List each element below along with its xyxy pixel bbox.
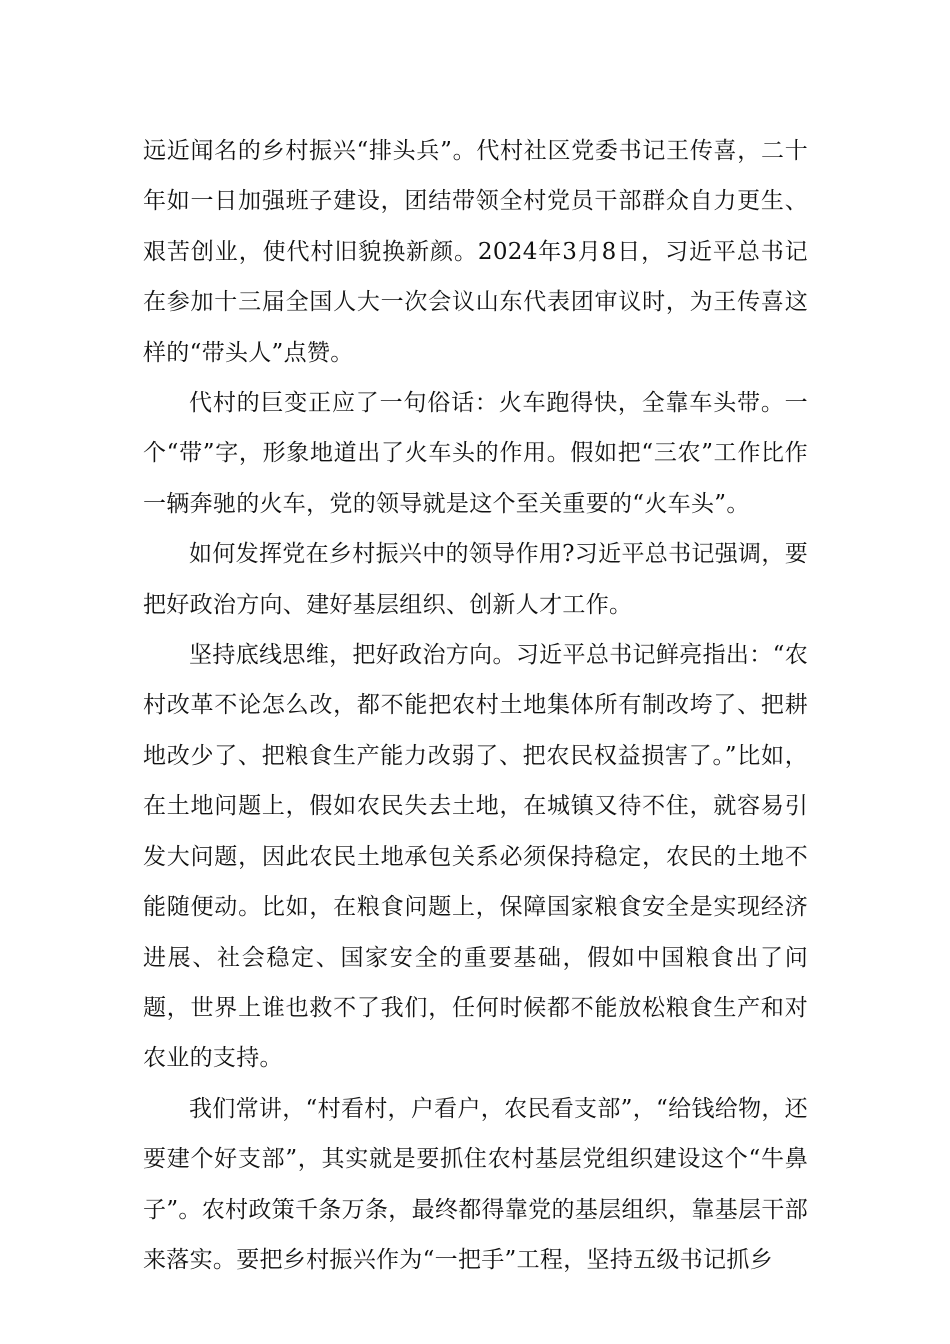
paragraph-1: 远近闻名的乡村振兴“排头兵”。代村社区党委书记王传喜，二十年如一日加强班子建设，团结带领全村党员干部群众自力更生、艰苦创业，使代村旧貌换新颜。2024年3月8日，习近平总书记在参加十三届全国人大一次会议山东代表团审议时，为王传喜这样的“带头人”点赞。 [143, 138, 808, 366]
document-body [143, 126, 808, 1285]
paragraph-5: 我们常讲，“村看村，户看户，农民看支部”，“给钱给物，还要建个好支部”，其实就是要抓住农村基层党组织建设这个“牛鼻子”。农村政策千条万条，最终都得靠党的基层组织，靠基层干部来落实。要把乡村振兴作为“一把手”工程，坚持五级书记抓乡 [143, 1095, 808, 1273]
paragraph-4: 坚持底线思维，把好政治方向。习近平总书记鲜亮指出：“农村改革不论怎么改，都不能把农村土地集体所有制改垮了、把耕地改少了、把粮食生产能力改弱了、把农民权益损害了。”比如，在土地问题上，假如农民失去土地，在城镇又待不住，就容易引发大问题，因此农民土地承包关系必须保持稳定，农民的土地不能随便动。比如，在粮食问题上，保障国家粮食安全是实现经济进展、社会稳定、国家安全的重要基础，假如中国粮食出了问题，世界上谁也救不了我们，任何时候都不能放松粮食生产和对农业的支持。 [143, 642, 808, 1072]
paragraph-3: 如何发挥党在乡村振兴中的领导作用?习近平总书记强调，要把好政治方向、建好基层组织、创新人才工作。 [143, 541, 808, 618]
paragraph-2: 代村的巨变正应了一句俗话：火车跑得快，全靠车头带。一个“带”字，形象地道出了火车头的作用。假如把“三农”工作比作一辆奔驰的火车，党的领导就是这个至关重要的“火车头”。 [143, 390, 808, 517]
